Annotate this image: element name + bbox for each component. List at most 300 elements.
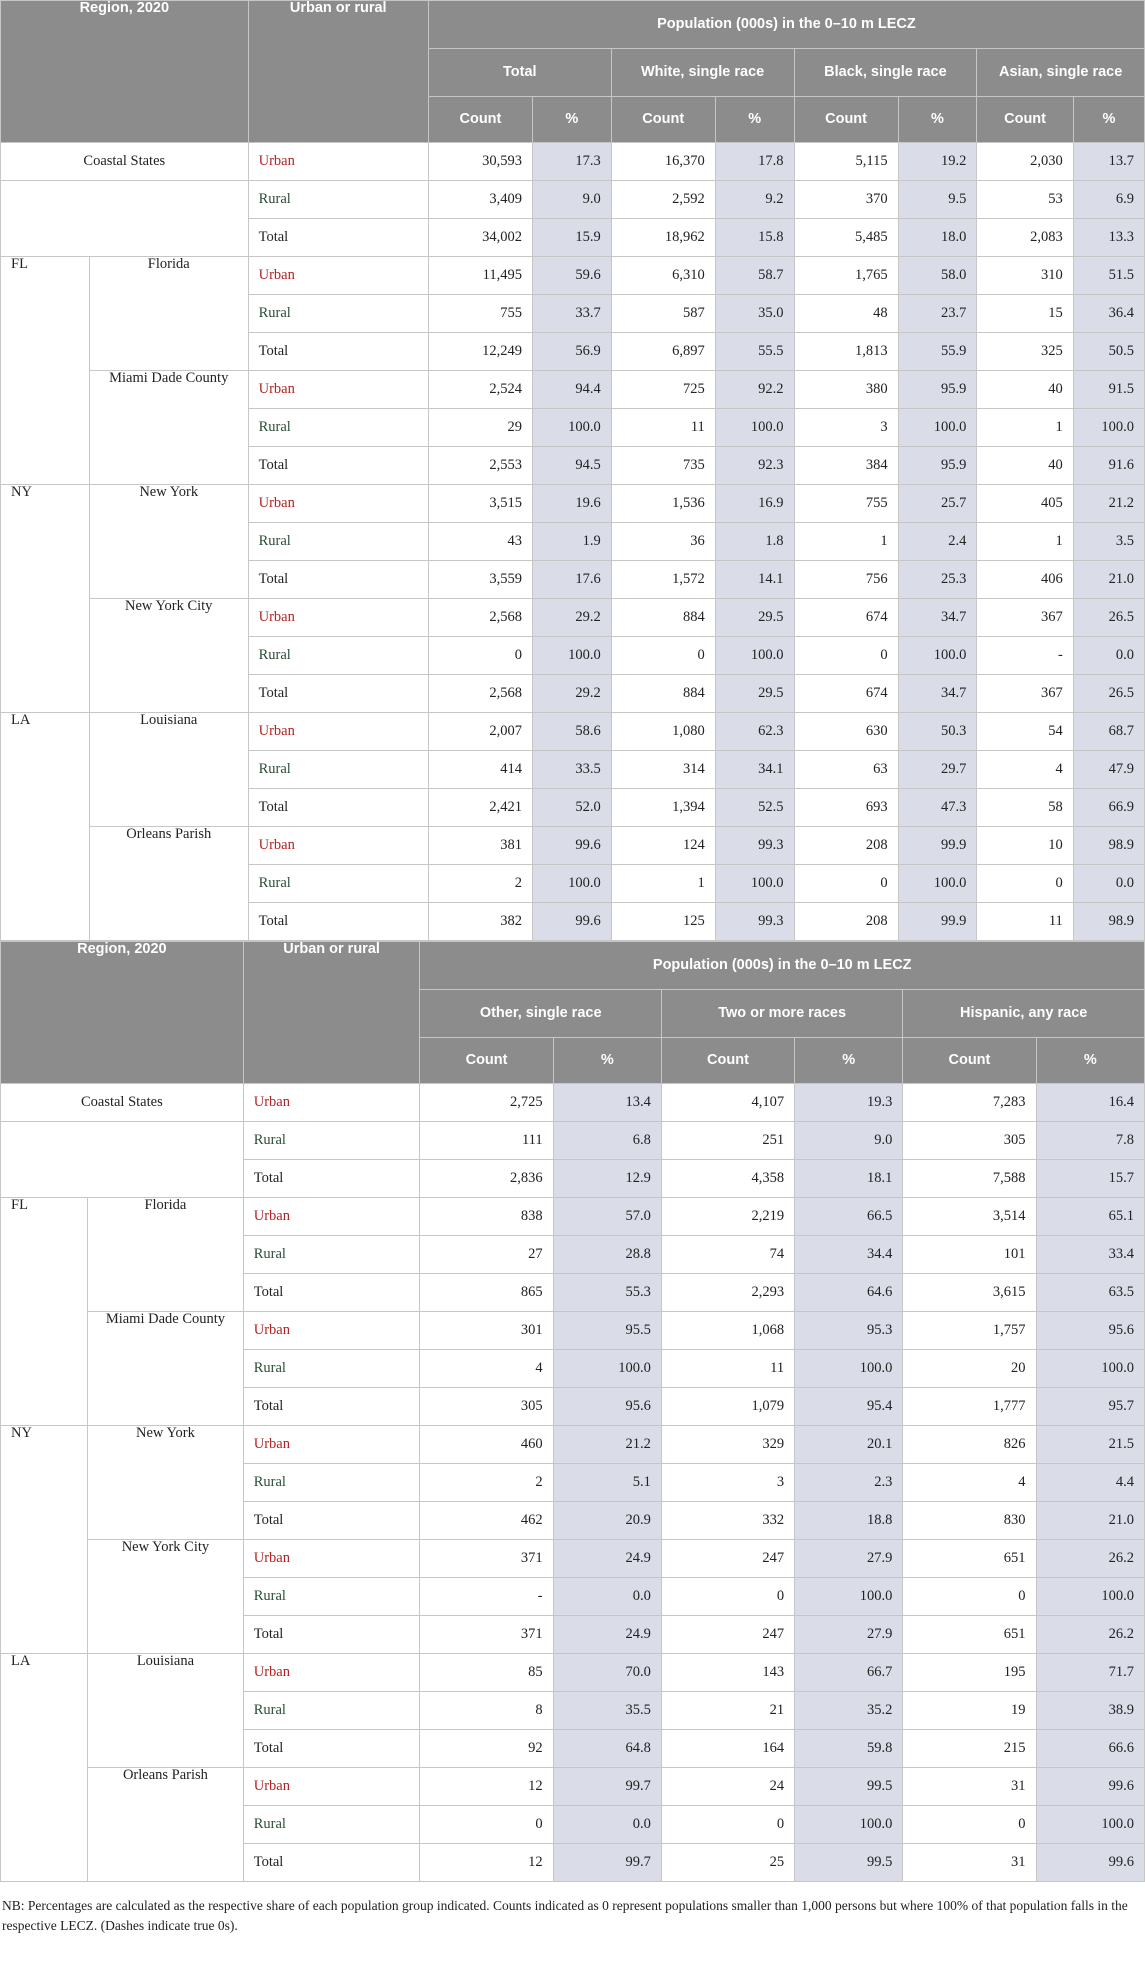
count-cell: 755 bbox=[794, 485, 898, 523]
percent-cell: 66.5 bbox=[795, 1198, 903, 1236]
percent-cell: 24.9 bbox=[553, 1540, 661, 1578]
table-row bbox=[1, 1540, 1145, 1578]
percent-cell: 15.8 bbox=[715, 219, 794, 257]
percent-cell: 13.3 bbox=[1073, 219, 1144, 257]
percent-cell: 58.0 bbox=[898, 257, 977, 295]
percent-cell: 38.9 bbox=[1036, 1692, 1144, 1730]
state-abbrev-cell: FL bbox=[1, 1198, 88, 1426]
percent-cell: 100.0 bbox=[1036, 1806, 1144, 1844]
count-cell: 27 bbox=[420, 1236, 553, 1274]
count-cell: 124 bbox=[611, 827, 715, 865]
percent-cell: 64.6 bbox=[795, 1274, 903, 1312]
count-cell: 0 bbox=[977, 865, 1073, 903]
urban-rural-cell: Rural bbox=[248, 181, 428, 219]
count-cell: 1 bbox=[977, 409, 1073, 447]
urban-rural-cell: Urban bbox=[248, 257, 428, 295]
count-cell: 18,962 bbox=[611, 219, 715, 257]
group-header: Two or more races bbox=[661, 990, 902, 1038]
percent-cell: 19.3 bbox=[795, 1084, 903, 1122]
table-row bbox=[1, 371, 1145, 409]
count-cell: 74 bbox=[661, 1236, 794, 1274]
percent-cell: 3.5 bbox=[1073, 523, 1144, 561]
count-cell: 2,421 bbox=[428, 789, 532, 827]
percent-cell: 0.0 bbox=[553, 1806, 661, 1844]
region-header: Region, 2020 bbox=[1, 942, 244, 1084]
count-cell: 0 bbox=[794, 865, 898, 903]
percent-cell: 100.0 bbox=[795, 1578, 903, 1616]
percent-cell: 9.0 bbox=[795, 1122, 903, 1160]
urban-rural-cell: Total bbox=[248, 903, 428, 941]
percent-cell: 51.5 bbox=[1073, 257, 1144, 295]
percent-cell: 95.7 bbox=[1036, 1388, 1144, 1426]
percent-cell: 34.7 bbox=[898, 675, 977, 713]
percent-cell: 21.2 bbox=[553, 1426, 661, 1464]
count-cell: 3,514 bbox=[903, 1198, 1036, 1236]
percent-cell: 7.8 bbox=[1036, 1122, 1144, 1160]
table-row bbox=[1, 181, 1145, 219]
count-cell: 1 bbox=[794, 523, 898, 561]
urban-rural-cell: Total bbox=[243, 1730, 420, 1768]
percent-cell: 18.1 bbox=[795, 1160, 903, 1198]
table-row bbox=[1, 485, 1145, 523]
population-header: Population (000s) in the 0–10 m LECZ bbox=[428, 1, 1144, 49]
urban-rural-cell: Total bbox=[243, 1502, 420, 1540]
region-name-cell: Coastal States bbox=[1, 143, 249, 181]
urban-rural-cell: Total bbox=[248, 561, 428, 599]
count-cell: 755 bbox=[428, 295, 532, 333]
urban-rural-cell: Rural bbox=[248, 523, 428, 561]
count-cell: 414 bbox=[428, 751, 532, 789]
urban-rural-cell: Urban bbox=[248, 485, 428, 523]
urban-rural-cell: Total bbox=[243, 1844, 420, 1882]
urban-rural-cell: Urban bbox=[248, 371, 428, 409]
count-cell: 48 bbox=[794, 295, 898, 333]
percent-cell: 0.0 bbox=[1073, 865, 1144, 903]
count-header: Count bbox=[428, 97, 532, 143]
count-cell: 367 bbox=[977, 675, 1073, 713]
count-cell: - bbox=[977, 637, 1073, 675]
count-cell: 2 bbox=[420, 1464, 553, 1502]
count-cell: 5,485 bbox=[794, 219, 898, 257]
table-row bbox=[1, 1084, 1145, 1122]
urban-rural-cell: Urban bbox=[243, 1540, 420, 1578]
table-row bbox=[1, 1312, 1145, 1350]
count-header: Count bbox=[794, 97, 898, 143]
subregion-name-cell: Louisiana bbox=[89, 713, 248, 827]
percent-cell: 100.0 bbox=[1036, 1578, 1144, 1616]
percent-cell: 21.0 bbox=[1036, 1502, 1144, 1540]
count-cell: 247 bbox=[661, 1540, 794, 1578]
percent-cell: 29.2 bbox=[532, 599, 611, 637]
count-cell: 30,593 bbox=[428, 143, 532, 181]
subregion-name-cell: Orleans Parish bbox=[88, 1768, 244, 1882]
percent-cell: 0.0 bbox=[1073, 637, 1144, 675]
percent-cell: 6.9 bbox=[1073, 181, 1144, 219]
percent-cell: 95.5 bbox=[553, 1312, 661, 1350]
urban-rural-cell: Rural bbox=[248, 409, 428, 447]
percent-cell: 95.6 bbox=[553, 1388, 661, 1426]
percent-cell: 99.6 bbox=[532, 903, 611, 941]
percent-cell: 59.8 bbox=[795, 1730, 903, 1768]
count-cell: 5,115 bbox=[794, 143, 898, 181]
percent-cell: 25.3 bbox=[898, 561, 977, 599]
count-cell: 251 bbox=[661, 1122, 794, 1160]
count-cell: 674 bbox=[794, 675, 898, 713]
percent-cell: 19.2 bbox=[898, 143, 977, 181]
percent-cell: 55.3 bbox=[553, 1274, 661, 1312]
percent-cell: 23.7 bbox=[898, 295, 977, 333]
count-cell: 92 bbox=[420, 1730, 553, 1768]
percent-cell: 26.2 bbox=[1036, 1540, 1144, 1578]
subregion-name-cell: Florida bbox=[89, 257, 248, 371]
urban-rural-cell: Total bbox=[243, 1160, 420, 1198]
percent-cell: 94.4 bbox=[532, 371, 611, 409]
count-cell: 21 bbox=[661, 1692, 794, 1730]
count-cell: 370 bbox=[794, 181, 898, 219]
count-cell: 406 bbox=[977, 561, 1073, 599]
urban-rural-cell: Total bbox=[243, 1388, 420, 1426]
count-cell: 2,083 bbox=[977, 219, 1073, 257]
percent-cell: 99.5 bbox=[795, 1844, 903, 1882]
count-header: Count bbox=[661, 1038, 794, 1084]
urban-rural-cell: Urban bbox=[243, 1084, 420, 1122]
percent-cell: 4.4 bbox=[1036, 1464, 1144, 1502]
count-cell: 725 bbox=[611, 371, 715, 409]
percent-cell: 19.6 bbox=[532, 485, 611, 523]
percent-cell: 56.9 bbox=[532, 333, 611, 371]
state-abbrev-cell: FL bbox=[1, 257, 90, 485]
count-cell: 208 bbox=[794, 827, 898, 865]
percent-cell: 94.5 bbox=[532, 447, 611, 485]
percent-cell: 29.2 bbox=[532, 675, 611, 713]
count-cell: 4,107 bbox=[661, 1084, 794, 1122]
count-cell: 2,524 bbox=[428, 371, 532, 409]
count-cell: 247 bbox=[661, 1616, 794, 1654]
count-cell: 4 bbox=[903, 1464, 1036, 1502]
state-abbrev-cell: LA bbox=[1, 1654, 88, 1882]
percent-cell: 99.3 bbox=[715, 903, 794, 941]
urban-rural-cell: Urban bbox=[243, 1426, 420, 1464]
count-cell: 1,536 bbox=[611, 485, 715, 523]
header-row-1 bbox=[1, 1, 1145, 49]
percent-cell: 100.0 bbox=[898, 865, 977, 903]
count-cell: 371 bbox=[420, 1540, 553, 1578]
percent-cell: 25.7 bbox=[898, 485, 977, 523]
count-cell: 20 bbox=[903, 1350, 1036, 1388]
count-cell: 0 bbox=[611, 637, 715, 675]
percent-cell: 100.0 bbox=[898, 409, 977, 447]
count-cell: 8 bbox=[420, 1692, 553, 1730]
table-row bbox=[1, 257, 1145, 295]
count-cell: 630 bbox=[794, 713, 898, 751]
percent-cell: 66.7 bbox=[795, 1654, 903, 1692]
header-row-1 bbox=[1, 942, 1145, 990]
count-cell: 651 bbox=[903, 1616, 1036, 1654]
urban-rural-cell: Urban bbox=[243, 1654, 420, 1692]
count-cell: 1 bbox=[611, 865, 715, 903]
count-cell: 101 bbox=[903, 1236, 1036, 1274]
percent-cell: 57.0 bbox=[553, 1198, 661, 1236]
percent-cell: 64.8 bbox=[553, 1730, 661, 1768]
percent-cell: 28.8 bbox=[553, 1236, 661, 1274]
percent-cell: 65.1 bbox=[1036, 1198, 1144, 1236]
count-cell: 371 bbox=[420, 1616, 553, 1654]
count-cell: 2,568 bbox=[428, 675, 532, 713]
percent-cell: 21.2 bbox=[1073, 485, 1144, 523]
count-cell: 12 bbox=[420, 1844, 553, 1882]
count-cell: 4,358 bbox=[661, 1160, 794, 1198]
region-empty-cell bbox=[1, 1122, 244, 1198]
percent-cell: 62.3 bbox=[715, 713, 794, 751]
percent-cell: 34.4 bbox=[795, 1236, 903, 1274]
count-cell: 587 bbox=[611, 295, 715, 333]
count-cell: 43 bbox=[428, 523, 532, 561]
percent-cell: 13.4 bbox=[553, 1084, 661, 1122]
percent-header: % bbox=[532, 97, 611, 143]
count-cell: 11 bbox=[611, 409, 715, 447]
percent-cell: 2.4 bbox=[898, 523, 977, 561]
percent-cell: 33.5 bbox=[532, 751, 611, 789]
percent-cell: 98.9 bbox=[1073, 827, 1144, 865]
percent-cell: 24.9 bbox=[553, 1616, 661, 1654]
count-cell: 381 bbox=[428, 827, 532, 865]
group-header: White, single race bbox=[611, 49, 794, 97]
percent-cell: 1.9 bbox=[532, 523, 611, 561]
table-row bbox=[1, 1198, 1145, 1236]
urban-rural-cell: Urban bbox=[248, 143, 428, 181]
percent-cell: 21.0 bbox=[1073, 561, 1144, 599]
subregion-name-cell: Orleans Parish bbox=[89, 827, 248, 941]
count-cell: 1,394 bbox=[611, 789, 715, 827]
count-cell: 367 bbox=[977, 599, 1073, 637]
count-cell: 208 bbox=[794, 903, 898, 941]
count-cell: 31 bbox=[903, 1768, 1036, 1806]
urban-rural-cell: Rural bbox=[248, 295, 428, 333]
count-cell: 693 bbox=[794, 789, 898, 827]
percent-cell: 36.4 bbox=[1073, 295, 1144, 333]
count-header: Count bbox=[611, 97, 715, 143]
percent-cell: 95.3 bbox=[795, 1312, 903, 1350]
percent-header: % bbox=[1073, 97, 1144, 143]
percent-cell: 26.2 bbox=[1036, 1616, 1144, 1654]
urban-rural-cell: Rural bbox=[248, 865, 428, 903]
percent-cell: 12.9 bbox=[553, 1160, 661, 1198]
percent-cell: 95.9 bbox=[898, 447, 977, 485]
count-cell: 462 bbox=[420, 1502, 553, 1540]
count-cell: 6,897 bbox=[611, 333, 715, 371]
table-row bbox=[1, 599, 1145, 637]
count-cell: 3,615 bbox=[903, 1274, 1036, 1312]
group-header: Other, single race bbox=[420, 990, 661, 1038]
percent-header: % bbox=[553, 1038, 661, 1084]
percent-cell: 47.9 bbox=[1073, 751, 1144, 789]
count-cell: 0 bbox=[903, 1806, 1036, 1844]
percent-cell: 29.7 bbox=[898, 751, 977, 789]
population-table-1 bbox=[0, 0, 1145, 941]
subregion-name-cell: New York bbox=[89, 485, 248, 599]
percent-cell: 71.7 bbox=[1036, 1654, 1144, 1692]
count-cell: 838 bbox=[420, 1198, 553, 1236]
group-header: Hispanic, any race bbox=[903, 990, 1145, 1038]
urban-rural-cell: Total bbox=[243, 1616, 420, 1654]
percent-cell: 5.1 bbox=[553, 1464, 661, 1502]
urban-rural-cell: Total bbox=[248, 675, 428, 713]
count-cell: 16,370 bbox=[611, 143, 715, 181]
urban-rural-cell: Rural bbox=[243, 1236, 420, 1274]
state-abbrev-cell: NY bbox=[1, 485, 90, 713]
count-cell: 40 bbox=[977, 447, 1073, 485]
percent-cell: 20.1 bbox=[795, 1426, 903, 1464]
urban-rural-cell: Rural bbox=[243, 1806, 420, 1844]
count-cell: 2,836 bbox=[420, 1160, 553, 1198]
urban-rural-cell: Rural bbox=[243, 1692, 420, 1730]
urban-rural-cell: Rural bbox=[243, 1350, 420, 1388]
count-cell: 36 bbox=[611, 523, 715, 561]
percent-cell: 99.7 bbox=[553, 1768, 661, 1806]
count-cell: 3,559 bbox=[428, 561, 532, 599]
count-cell: 1,080 bbox=[611, 713, 715, 751]
count-cell: 380 bbox=[794, 371, 898, 409]
percent-cell: 17.6 bbox=[532, 561, 611, 599]
count-cell: 884 bbox=[611, 599, 715, 637]
count-cell: 215 bbox=[903, 1730, 1036, 1768]
urban-rural-cell: Total bbox=[248, 219, 428, 257]
region-name-cell: Coastal States bbox=[1, 1084, 244, 1122]
count-cell: 2,725 bbox=[420, 1084, 553, 1122]
percent-cell: 1.8 bbox=[715, 523, 794, 561]
count-header: Count bbox=[420, 1038, 553, 1084]
count-header: Count bbox=[903, 1038, 1036, 1084]
count-cell: 0 bbox=[661, 1806, 794, 1844]
subregion-name-cell: New York City bbox=[89, 599, 248, 713]
count-cell: 756 bbox=[794, 561, 898, 599]
percent-cell: 18.8 bbox=[795, 1502, 903, 1540]
percent-header: % bbox=[898, 97, 977, 143]
count-cell: 2,592 bbox=[611, 181, 715, 219]
population-header: Population (000s) in the 0–10 m LECZ bbox=[420, 942, 1145, 990]
urban-rural-cell: Urban bbox=[243, 1312, 420, 1350]
percent-cell: 6.8 bbox=[553, 1122, 661, 1160]
table-row bbox=[1, 1426, 1145, 1464]
count-cell: 10 bbox=[977, 827, 1073, 865]
percent-cell: 58.6 bbox=[532, 713, 611, 751]
percent-cell: 13.7 bbox=[1073, 143, 1144, 181]
percent-cell: 29.5 bbox=[715, 599, 794, 637]
table-row bbox=[1, 1654, 1145, 1692]
subregion-name-cell: Miami Dade County bbox=[88, 1312, 244, 1426]
count-cell: 2,293 bbox=[661, 1274, 794, 1312]
count-cell: 4 bbox=[977, 751, 1073, 789]
count-cell: 111 bbox=[420, 1122, 553, 1160]
percent-cell: 20.9 bbox=[553, 1502, 661, 1540]
count-cell: 25 bbox=[661, 1844, 794, 1882]
count-cell: 0 bbox=[903, 1578, 1036, 1616]
count-cell: 382 bbox=[428, 903, 532, 941]
count-cell: 164 bbox=[661, 1730, 794, 1768]
count-header: Count bbox=[977, 97, 1073, 143]
percent-cell: 68.7 bbox=[1073, 713, 1144, 751]
region-header: Region, 2020 bbox=[1, 1, 249, 143]
count-cell: 1,765 bbox=[794, 257, 898, 295]
count-cell: 329 bbox=[661, 1426, 794, 1464]
percent-cell: 9.0 bbox=[532, 181, 611, 219]
percent-cell: 18.0 bbox=[898, 219, 977, 257]
count-cell: 12,249 bbox=[428, 333, 532, 371]
table-row bbox=[1, 827, 1145, 865]
urban-rural-cell: Rural bbox=[248, 637, 428, 675]
count-cell: 7,283 bbox=[903, 1084, 1036, 1122]
percent-cell: 70.0 bbox=[553, 1654, 661, 1692]
count-cell: 11 bbox=[977, 903, 1073, 941]
percent-cell: 95.6 bbox=[1036, 1312, 1144, 1350]
percent-cell: 66.6 bbox=[1036, 1730, 1144, 1768]
count-cell: 314 bbox=[611, 751, 715, 789]
count-cell: 11 bbox=[661, 1350, 794, 1388]
percent-cell: 29.5 bbox=[715, 675, 794, 713]
table-row bbox=[1, 713, 1145, 751]
percent-cell: 100.0 bbox=[795, 1350, 903, 1388]
urban-rural-cell: Rural bbox=[248, 751, 428, 789]
count-cell: 310 bbox=[977, 257, 1073, 295]
count-cell: 1,572 bbox=[611, 561, 715, 599]
count-cell: 1,777 bbox=[903, 1388, 1036, 1426]
count-cell: 24 bbox=[661, 1768, 794, 1806]
count-cell: 674 bbox=[794, 599, 898, 637]
percent-cell: 52.0 bbox=[532, 789, 611, 827]
count-cell: 2 bbox=[428, 865, 532, 903]
percent-cell: 0.0 bbox=[553, 1578, 661, 1616]
count-cell: 3,409 bbox=[428, 181, 532, 219]
count-cell: 3 bbox=[794, 409, 898, 447]
urban-rural-header: Urban or rural bbox=[248, 1, 428, 143]
urban-rural-cell: Total bbox=[248, 333, 428, 371]
percent-cell: 35.5 bbox=[553, 1692, 661, 1730]
percent-cell: 27.9 bbox=[795, 1616, 903, 1654]
percent-cell: 50.3 bbox=[898, 713, 977, 751]
percent-cell: 33.4 bbox=[1036, 1236, 1144, 1274]
urban-rural-cell: Urban bbox=[243, 1768, 420, 1806]
count-cell: 332 bbox=[661, 1502, 794, 1540]
count-cell: 1,079 bbox=[661, 1388, 794, 1426]
count-cell: 85 bbox=[420, 1654, 553, 1692]
count-cell: 325 bbox=[977, 333, 1073, 371]
count-cell: 12 bbox=[420, 1768, 553, 1806]
count-cell: 19 bbox=[903, 1692, 1036, 1730]
state-abbrev-cell: NY bbox=[1, 1426, 88, 1654]
percent-cell: 52.5 bbox=[715, 789, 794, 827]
percent-cell: 14.1 bbox=[715, 561, 794, 599]
urban-rural-cell: Total bbox=[248, 789, 428, 827]
urban-rural-header: Urban or rural bbox=[243, 942, 420, 1084]
percent-cell: 50.5 bbox=[1073, 333, 1144, 371]
subregion-name-cell: New York City bbox=[88, 1540, 244, 1654]
percent-cell: 100.0 bbox=[1036, 1350, 1144, 1388]
count-cell: 0 bbox=[794, 637, 898, 675]
count-cell: 54 bbox=[977, 713, 1073, 751]
population-table-2 bbox=[0, 941, 1145, 1882]
percent-cell: 47.3 bbox=[898, 789, 977, 827]
urban-rural-cell: Urban bbox=[248, 827, 428, 865]
percent-cell: 99.6 bbox=[1036, 1768, 1144, 1806]
percent-cell: 2.3 bbox=[795, 1464, 903, 1502]
percent-cell: 55.9 bbox=[898, 333, 977, 371]
count-cell: 1,813 bbox=[794, 333, 898, 371]
percent-cell: 91.6 bbox=[1073, 447, 1144, 485]
table-row bbox=[1, 1768, 1145, 1806]
percent-cell: 92.2 bbox=[715, 371, 794, 409]
count-cell: 1 bbox=[977, 523, 1073, 561]
table-row bbox=[1, 1122, 1145, 1160]
